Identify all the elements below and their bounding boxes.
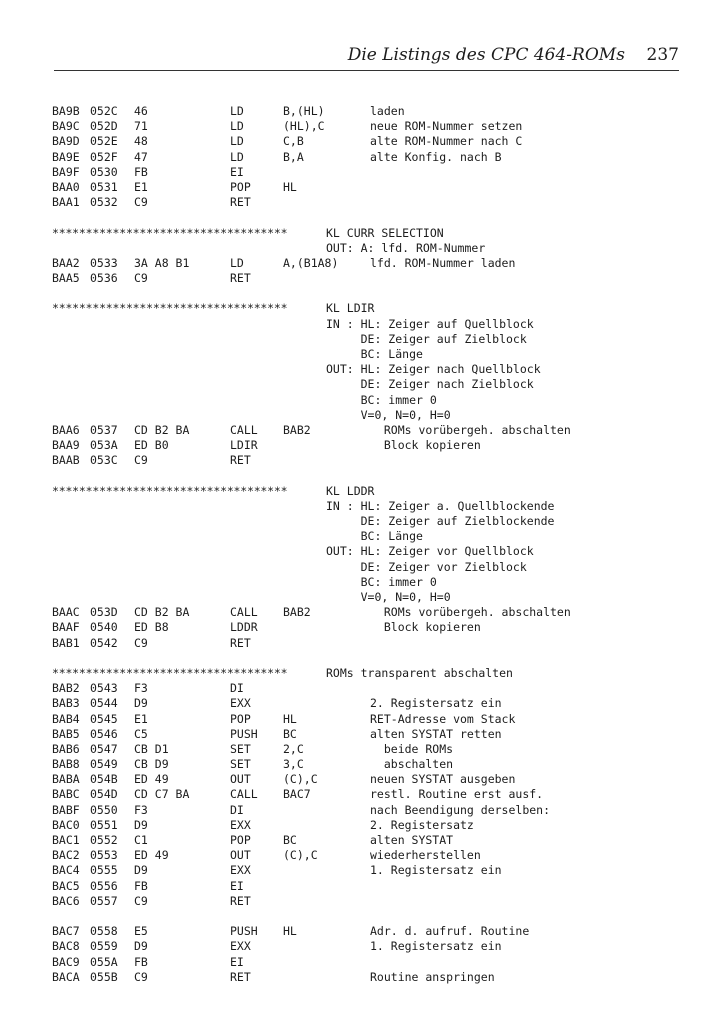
mnemonic: DI	[230, 681, 244, 696]
comment: 2. Registersatz ein	[370, 696, 502, 711]
code-line	[52, 119, 692, 134]
blank-line	[52, 909, 692, 924]
address: BAB1	[52, 635, 80, 650]
offset: 0553	[90, 848, 118, 863]
address: BAC2	[52, 848, 80, 863]
parameter-note	[52, 377, 692, 392]
mnemonic: RET	[230, 195, 251, 210]
section-header	[52, 301, 692, 316]
comment: wiederherstellen	[370, 848, 481, 863]
mnemonic: POP	[230, 179, 251, 194]
operand: BAB2	[283, 605, 311, 620]
offset: 0556	[90, 878, 118, 893]
parameter-note	[52, 241, 692, 256]
mnemonic: LD	[230, 134, 244, 149]
opcode-bytes: D9	[134, 817, 148, 832]
comment: 1. Registersatz ein	[370, 939, 502, 954]
mnemonic: OUT	[230, 848, 251, 863]
offset: 0559	[90, 939, 118, 954]
opcode-bytes: CD B2 BA	[134, 605, 190, 620]
parameter-note	[52, 393, 692, 408]
offset: 0555	[90, 863, 118, 878]
code-line	[52, 787, 692, 802]
offset: 0545	[90, 711, 118, 726]
mnemonic: LD	[230, 119, 244, 134]
code-line	[52, 134, 692, 149]
offset: 0552	[90, 833, 118, 847]
mnemonic: LD	[230, 255, 244, 270]
comment: Routine anspringen	[370, 969, 495, 984]
opcode-bytes: C9	[134, 969, 148, 984]
mnemonic: RET	[230, 453, 251, 468]
note-text: BC: Länge	[326, 529, 423, 544]
code-line	[52, 848, 692, 863]
opcode-bytes: CB D1	[134, 741, 169, 756]
blank-line	[52, 210, 692, 225]
offset: 0549	[90, 757, 118, 772]
mnemonic: DI	[230, 802, 244, 817]
offset: 052C	[90, 104, 118, 118]
mnemonic: LDIR	[230, 438, 258, 453]
address: BAB8	[52, 757, 80, 772]
offset: 0547	[90, 741, 118, 756]
note-text: IN : HL: Zeiger a. Quellblockende	[326, 498, 555, 513]
mnemonic: EXX	[230, 939, 251, 954]
parameter-note	[52, 544, 692, 559]
offset: 054D	[90, 787, 118, 802]
blank-line	[52, 469, 692, 484]
code-line	[52, 150, 692, 165]
code-line	[52, 271, 692, 286]
operand: 3,C	[283, 757, 304, 772]
address: BAAC	[52, 605, 80, 620]
mnemonic: RET	[230, 969, 251, 984]
opcode-bytes: FB	[134, 164, 148, 179]
address: BAAB	[52, 453, 80, 468]
address: BA9D	[52, 134, 80, 149]
code-line	[52, 438, 692, 453]
operand: A,(B1A8)	[283, 255, 339, 270]
opcode-bytes: CB D9	[134, 757, 169, 772]
address: BAA2	[52, 255, 80, 270]
opcode-bytes: E1	[134, 711, 148, 726]
comment: Adr. d. aufruf. Routine	[370, 924, 530, 939]
parameter-note	[52, 529, 692, 544]
address: BABC	[52, 787, 80, 802]
code-line	[52, 696, 692, 711]
code-line	[52, 712, 692, 727]
offset: 0542	[90, 635, 118, 650]
address: BAA1	[52, 195, 80, 210]
code-line	[52, 970, 692, 985]
parameter-note	[52, 362, 692, 377]
address: BAC6	[52, 893, 80, 908]
mnemonic: EXX	[230, 696, 251, 711]
mnemonic: SET	[230, 741, 251, 756]
parameter-note	[52, 317, 692, 332]
comment: alte Konfig. nach B	[370, 149, 502, 164]
code-line	[52, 803, 692, 818]
opcode-bytes: F3	[134, 802, 148, 817]
code-line	[52, 879, 692, 894]
opcode-bytes: CD C7 BA	[134, 787, 190, 802]
opcode-bytes: E5	[134, 924, 148, 939]
code-line	[52, 833, 692, 848]
code-line	[52, 772, 692, 787]
section-label: ROMs transparent abschalten	[326, 665, 513, 680]
mnemonic: LD	[230, 104, 244, 118]
code-line	[52, 863, 692, 878]
code-line	[52, 256, 692, 271]
parameter-note	[52, 499, 692, 514]
code-line	[52, 636, 692, 651]
offset: 0533	[90, 255, 118, 270]
address: BABF	[52, 802, 80, 817]
address: BAC1	[52, 833, 80, 847]
mnemonic: RET	[230, 271, 251, 286]
note-text: DE: Zeiger auf Zielblockende	[326, 514, 555, 529]
opcode-bytes: C1	[134, 833, 148, 847]
parameter-note	[52, 514, 692, 529]
address: BAA6	[52, 422, 80, 437]
mnemonic: PUSH	[230, 924, 258, 939]
note-text: BC: immer 0	[326, 392, 437, 407]
offset: 0532	[90, 195, 118, 210]
section-label: KL LDIR	[326, 301, 375, 316]
opcode-bytes: E1	[134, 179, 148, 194]
opcode-bytes: ED B0	[134, 438, 169, 453]
section-header	[52, 666, 692, 681]
operand: HL	[283, 711, 297, 726]
mnemonic: CALL	[230, 422, 258, 437]
offset: 0550	[90, 802, 118, 817]
address: BA9E	[52, 149, 80, 164]
section-label: KL LDDR	[326, 483, 375, 498]
opcode-bytes: ED 49	[134, 848, 169, 863]
comment: nach Beendigung derselben:	[370, 802, 551, 817]
mnemonic: CALL	[230, 787, 258, 802]
offset: 055B	[90, 969, 118, 984]
address: BAB3	[52, 696, 80, 711]
note-text: V=0, N=0, H=0	[326, 407, 451, 422]
code-line	[52, 894, 692, 909]
note-text: BC: Länge	[326, 347, 423, 361]
offset: 0537	[90, 422, 118, 437]
opcode-bytes: 47	[134, 149, 148, 164]
blank-line	[52, 651, 692, 666]
offset: 052F	[90, 149, 118, 164]
operand: (HL),C	[283, 119, 325, 134]
opcode-bytes: ED 49	[134, 772, 169, 787]
code-line	[52, 605, 692, 620]
separator-stars: ***********************************	[52, 483, 288, 498]
mnemonic: POP	[230, 833, 251, 847]
page-number: 237	[646, 45, 679, 65]
comment: alte ROM-Nummer nach C	[370, 134, 523, 149]
note-text: BC: immer 0	[326, 574, 437, 589]
parameter-note	[52, 408, 692, 423]
offset: 0557	[90, 893, 118, 908]
comment: RET-Adresse vom Stack	[370, 711, 516, 726]
operand: B,(HL)	[283, 104, 325, 118]
mnemonic: PUSH	[230, 726, 258, 741]
operand: (C),C	[283, 848, 318, 863]
address: BAB6	[52, 741, 80, 756]
address: BAC5	[52, 878, 80, 893]
offset: 055A	[90, 954, 118, 969]
address: BAC8	[52, 939, 80, 954]
opcode-bytes: D9	[134, 939, 148, 954]
operand: C,B	[283, 134, 304, 149]
opcode-bytes: C9	[134, 453, 148, 468]
comment: alten SYSTAT	[370, 833, 454, 847]
header-rule	[54, 70, 679, 71]
parameter-note	[52, 347, 692, 362]
section-header	[52, 484, 692, 499]
opcode-bytes: C9	[134, 271, 148, 286]
mnemonic: SET	[230, 757, 251, 772]
offset: 0558	[90, 924, 118, 939]
note-text: OUT: HL: Zeiger vor Quellblock	[326, 544, 534, 559]
address: BAB4	[52, 711, 80, 726]
offset: 054B	[90, 772, 118, 787]
address: BAC0	[52, 817, 80, 832]
offset: 052D	[90, 119, 118, 134]
opcode-bytes: FB	[134, 954, 148, 969]
offset: 0544	[90, 696, 118, 711]
address: BACA	[52, 969, 80, 984]
address: BABA	[52, 772, 80, 787]
mnemonic: EI	[230, 878, 244, 893]
section-label: KL CURR SELECTION	[326, 225, 444, 240]
code-line	[52, 924, 692, 939]
operand: HL	[283, 924, 297, 939]
mnemonic: CALL	[230, 605, 258, 620]
comment: lfd. ROM-Nummer laden	[370, 255, 516, 270]
note-text: OUT: HL: Zeiger nach Quellblock	[326, 362, 541, 377]
opcode-bytes: CD B2 BA	[134, 422, 190, 437]
code-line	[52, 939, 692, 954]
code-line	[52, 620, 692, 635]
operand: 2,C	[283, 741, 304, 756]
offset: 053C	[90, 453, 118, 468]
code-line	[52, 165, 692, 180]
operand: BC	[283, 726, 297, 741]
note-text: DE: Zeiger auf Zielblock	[326, 331, 527, 346]
opcode-bytes: F3	[134, 681, 148, 696]
address: BAC9	[52, 954, 80, 969]
opcode-bytes: D9	[134, 863, 148, 878]
mnemonic: LDDR	[230, 620, 258, 635]
mnemonic: EI	[230, 164, 244, 179]
comment: laden	[370, 104, 405, 118]
operand: BAB2	[283, 422, 311, 437]
mnemonic: RET	[230, 893, 251, 908]
comment: abschalten	[370, 757, 454, 772]
mnemonic: LD	[230, 149, 244, 164]
address: BAA9	[52, 438, 80, 453]
separator-stars: ***********************************	[52, 225, 288, 240]
offset: 0536	[90, 271, 118, 286]
code-line	[52, 681, 692, 696]
offset: 053A	[90, 438, 118, 453]
code-line	[52, 955, 692, 970]
section-header	[52, 226, 692, 241]
blank-line	[52, 286, 692, 301]
address: BAC7	[52, 924, 80, 939]
address: BA9B	[52, 104, 80, 118]
address: BAB5	[52, 726, 80, 741]
code-line	[52, 104, 692, 119]
comment: restl. Routine erst ausf.	[370, 787, 544, 802]
note-text: IN : HL: Zeiger auf Quellblock	[326, 316, 534, 331]
comment: 2. Registersatz	[370, 817, 474, 832]
mnemonic: POP	[230, 711, 251, 726]
opcode-bytes: 48	[134, 134, 148, 149]
assembly-listing	[52, 104, 692, 985]
opcode-bytes: 46	[134, 104, 148, 118]
note-text: V=0, N=0, H=0	[326, 590, 451, 604]
code-line	[52, 742, 692, 757]
code-line	[52, 453, 692, 468]
comment: beide ROMs	[370, 741, 454, 756]
address: BA9C	[52, 119, 80, 134]
offset: 0551	[90, 817, 118, 832]
comment: neuen SYSTAT ausgeben	[370, 772, 516, 787]
opcode-bytes: C5	[134, 726, 148, 741]
comment: alten SYSTAT retten	[370, 726, 502, 741]
parameter-note	[52, 332, 692, 347]
comment: neue ROM-Nummer setzen	[370, 119, 523, 134]
offset: 052E	[90, 134, 118, 149]
operand: (C),C	[283, 772, 318, 787]
mnemonic: RET	[230, 635, 251, 650]
opcode-bytes: 71	[134, 119, 148, 134]
mnemonic: EXX	[230, 863, 251, 878]
note-text: OUT: A: lfd. ROM-Nummer	[326, 240, 486, 255]
offset: 0540	[90, 620, 118, 635]
opcode-bytes: C9	[134, 635, 148, 650]
operand: HL	[283, 179, 297, 194]
opcode-bytes: C9	[134, 893, 148, 908]
opcode-bytes: D9	[134, 696, 148, 711]
code-line	[52, 423, 692, 438]
comment: 1. Registersatz ein	[370, 863, 502, 878]
address: BAB2	[52, 681, 80, 696]
mnemonic: EXX	[230, 817, 251, 832]
parameter-note	[52, 590, 692, 605]
opcode-bytes: 3A A8 B1	[134, 255, 190, 270]
code-line	[52, 818, 692, 833]
offset: 0546	[90, 726, 118, 741]
page-title: Die Listings des CPC 464-ROMs	[347, 45, 625, 65]
comment: ROMs vorübergeh. abschalten	[370, 605, 571, 620]
opcode-bytes: ED B8	[134, 620, 169, 635]
separator-stars: ***********************************	[52, 301, 288, 316]
operand: BC	[283, 833, 297, 847]
offset: 0543	[90, 681, 118, 696]
operand: B,A	[283, 149, 304, 164]
offset: 0531	[90, 179, 118, 194]
page-header	[54, 44, 679, 68]
address: BAAF	[52, 620, 80, 635]
code-line	[52, 757, 692, 772]
code-line	[52, 180, 692, 195]
comment: Block kopieren	[370, 438, 481, 453]
note-text: DE: Zeiger nach Zielblock	[326, 377, 534, 392]
mnemonic: OUT	[230, 772, 251, 787]
comment: Block kopieren	[370, 620, 481, 635]
opcode-bytes: C9	[134, 195, 148, 210]
address: BA9F	[52, 164, 80, 179]
parameter-note	[52, 575, 692, 590]
opcode-bytes: FB	[134, 878, 148, 893]
note-text: DE: Zeiger vor Zielblock	[326, 559, 527, 574]
separator-stars: ***********************************	[52, 665, 288, 680]
offset: 0530	[90, 164, 118, 179]
offset: 053D	[90, 605, 118, 620]
parameter-note	[52, 560, 692, 575]
address: BAA5	[52, 271, 80, 286]
code-line	[52, 195, 692, 210]
operand: BAC7	[283, 787, 311, 802]
code-line	[52, 727, 692, 742]
comment: ROMs vorübergeh. abschalten	[370, 422, 571, 437]
address: BAC4	[52, 863, 80, 878]
mnemonic: EI	[230, 954, 244, 969]
address: BAA0	[52, 179, 80, 194]
